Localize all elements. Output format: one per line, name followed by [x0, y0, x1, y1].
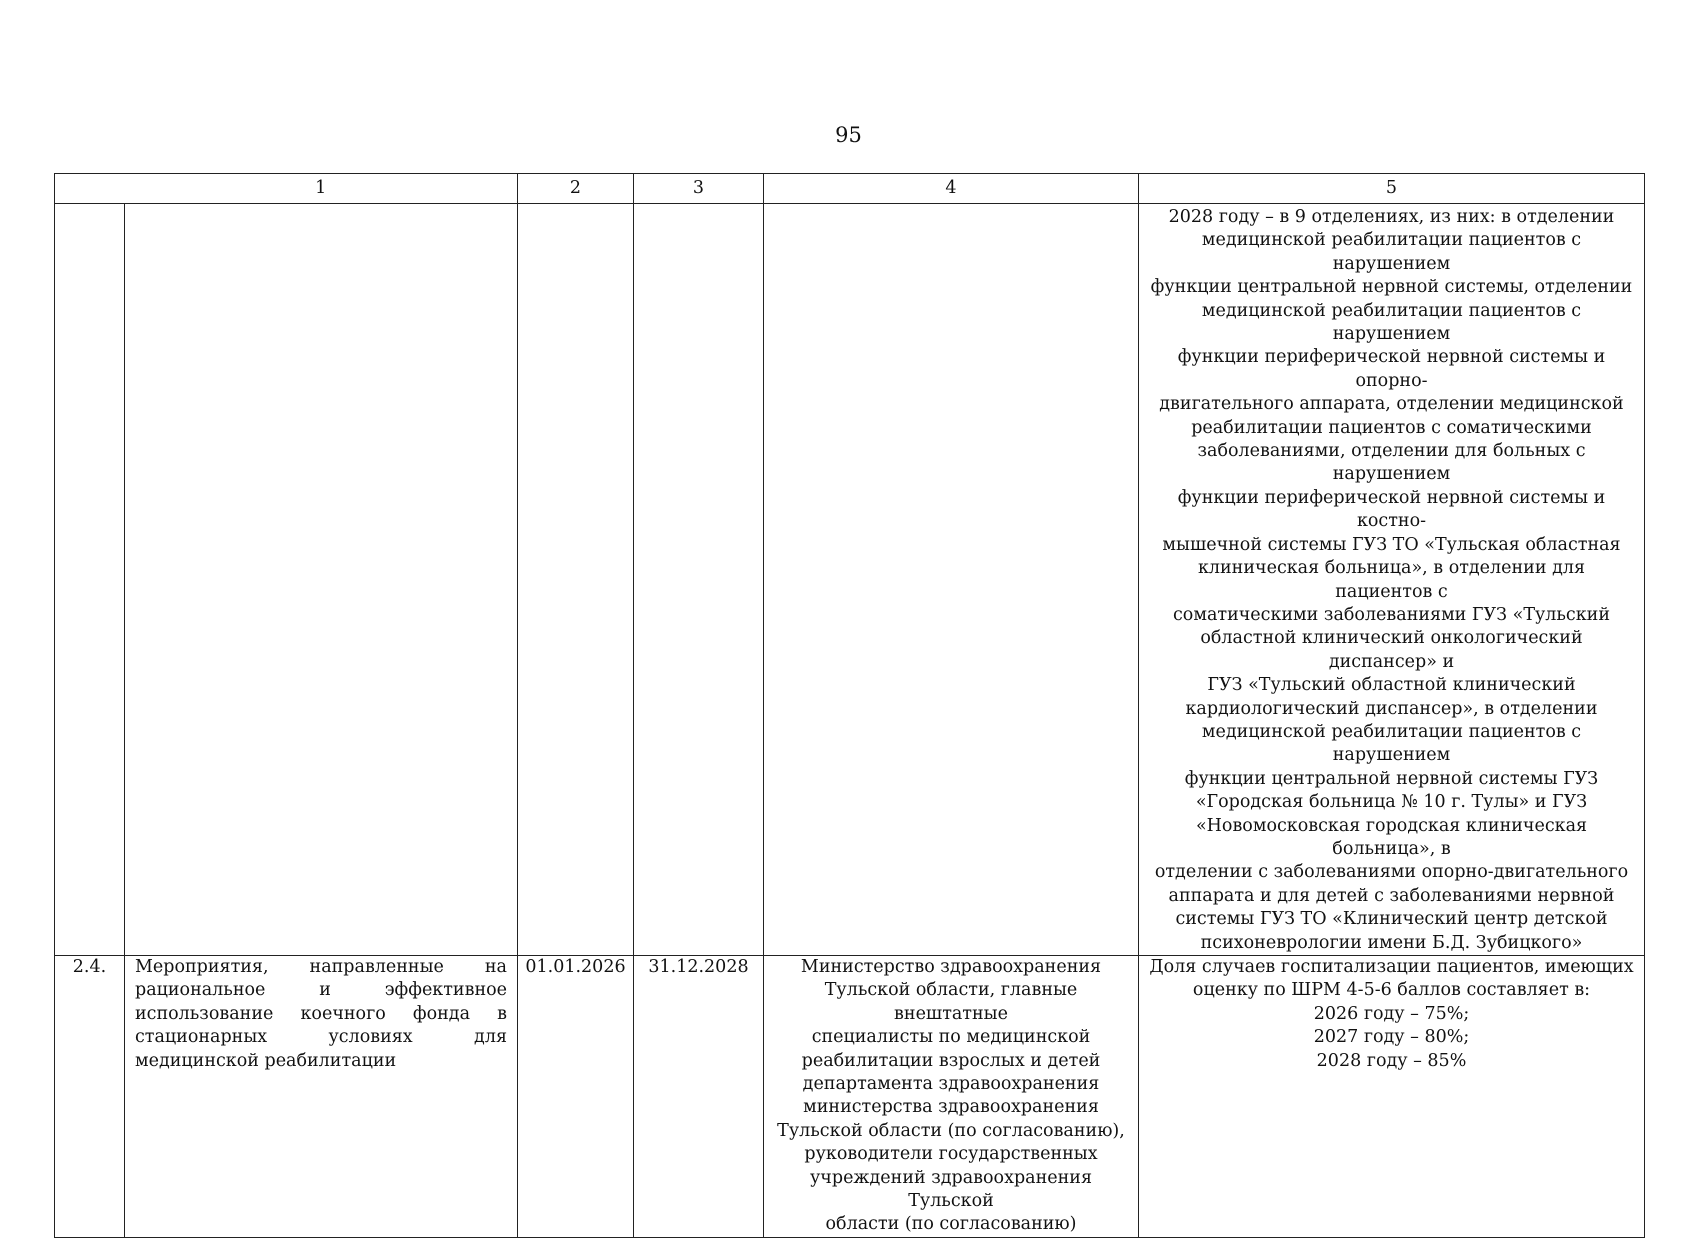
result-line: аппарата и для детей с заболеваниями нервной: [1168, 885, 1615, 906]
header-col-4: 4: [764, 174, 1139, 204]
cont-executor-cell: [764, 204, 1139, 956]
result-line: оценку по ШРМ 4-5-6 баллов составляет в:: [1192, 980, 1591, 1001]
cont-num-cell: [55, 204, 125, 956]
executor-line: Тульской области, главные внештатные: [824, 980, 1078, 1024]
table-header-row: [55, 174, 1645, 204]
result-line: ГУЗ «Тульский областной клинический: [1207, 675, 1576, 696]
result-line: 2026 году – 75%;: [1313, 1003, 1470, 1024]
table-row-continuation: [55, 204, 1645, 956]
executor-line: области (по согласованию): [825, 1214, 1077, 1235]
result-line: функции периферической нервной системы и опорно-: [1177, 347, 1606, 391]
cont-title-cell: [125, 204, 518, 956]
result-line: 2027 году – 80%;: [1313, 1027, 1470, 1048]
result-line: медицинской реабилитации пациентов с нарушением: [1201, 300, 1582, 345]
result-line: соматическими заболеваниями ГУЗ «Тульский: [1173, 604, 1610, 625]
measure-title-cell: Мероприятия, направленные на рациональное и эффективное использование коечного фонда в стационарных условиях для медицинской реабилитации: [125, 956, 518, 1238]
result-line: заболеваниями, отделении для больных с нарушением: [1197, 441, 1586, 485]
executor-line: специалисты по медицинской: [811, 1027, 1091, 1048]
executor-line: министерства здравоохранения: [803, 1097, 1099, 1118]
header-col-1: 1: [125, 174, 518, 204]
executor-line: Министерство здравоохранения: [800, 957, 1102, 977]
result-line: 2028 году – в 9 отделениях, из них: в отделении: [1168, 207, 1615, 227]
result-line: реабилитации пациентов с соматическими: [1191, 417, 1592, 438]
result-line: кардиологический диспансер», в отделении: [1185, 698, 1598, 719]
result-line: областной клинический онкологический диспансер» и: [1200, 628, 1583, 672]
header-col-3: 3: [634, 174, 764, 204]
executor-line: учреждений здравоохранения Тульской: [810, 1167, 1092, 1212]
result-line: клиническая больница», в отделении для пациентов с: [1197, 558, 1586, 602]
cont-start-cell: [518, 204, 634, 956]
result-line: 2028 году – 85%: [1316, 1050, 1467, 1071]
header-col-2: 2: [518, 174, 634, 204]
row-number-cell: 2.4.: [55, 956, 125, 1238]
result-line: психоневрологии имени Б.Д. Зубицкого»: [1200, 932, 1583, 953]
result-line: медицинской реабилитации пациентов с нарушением: [1201, 721, 1582, 766]
cont-result-cell: [1139, 204, 1645, 956]
result-line: системы ГУЗ ТО «Клинический центр детской: [1175, 909, 1608, 930]
header-spacer: [55, 174, 125, 204]
result-line: «Городская больница № 10 г. Тулы» и ГУЗ: [1195, 792, 1588, 813]
header-col-5: 5: [1139, 174, 1645, 204]
result-line: мышечной системы ГУЗ ТО «Тульская областная: [1162, 534, 1621, 555]
result-line: отделении с заболеваниями опорно-двигательного: [1154, 862, 1629, 883]
start-date-cell: 01.01.2026: [518, 956, 634, 1238]
executor-line: руководители государственных: [804, 1144, 1098, 1165]
measures-table: [54, 173, 1645, 1238]
table-row-2-4: [55, 956, 1645, 1238]
result-line: медицинской реабилитации пациентов с нарушением: [1201, 230, 1582, 274]
result-line: функции центральной нервной системы, отделении: [1150, 277, 1633, 298]
executor-line: Тульской области (по согласованию),: [777, 1120, 1125, 1141]
result-line: Доля случаев госпитализации пациентов, имеющих: [1149, 957, 1634, 977]
end-date-cell: 31.12.2028: [634, 956, 764, 1238]
cont-end-cell: [634, 204, 764, 956]
executor-line: департамента здравоохранения: [802, 1074, 1100, 1095]
result-line: «Новомосковская городская клиническая больница», в: [1195, 815, 1588, 859]
result-line: функции периферической нервной системы и костно-: [1177, 487, 1606, 532]
executor-cell: [764, 956, 1139, 1238]
result-line: функции центральной нервной системы ГУЗ: [1184, 768, 1599, 789]
page-number: 95: [835, 123, 862, 147]
executor-line: реабилитации взрослых и детей: [801, 1050, 1101, 1071]
result-line: двигательного аппарата, отделении медицинской: [1159, 394, 1624, 415]
result-cell: [1139, 956, 1645, 1238]
